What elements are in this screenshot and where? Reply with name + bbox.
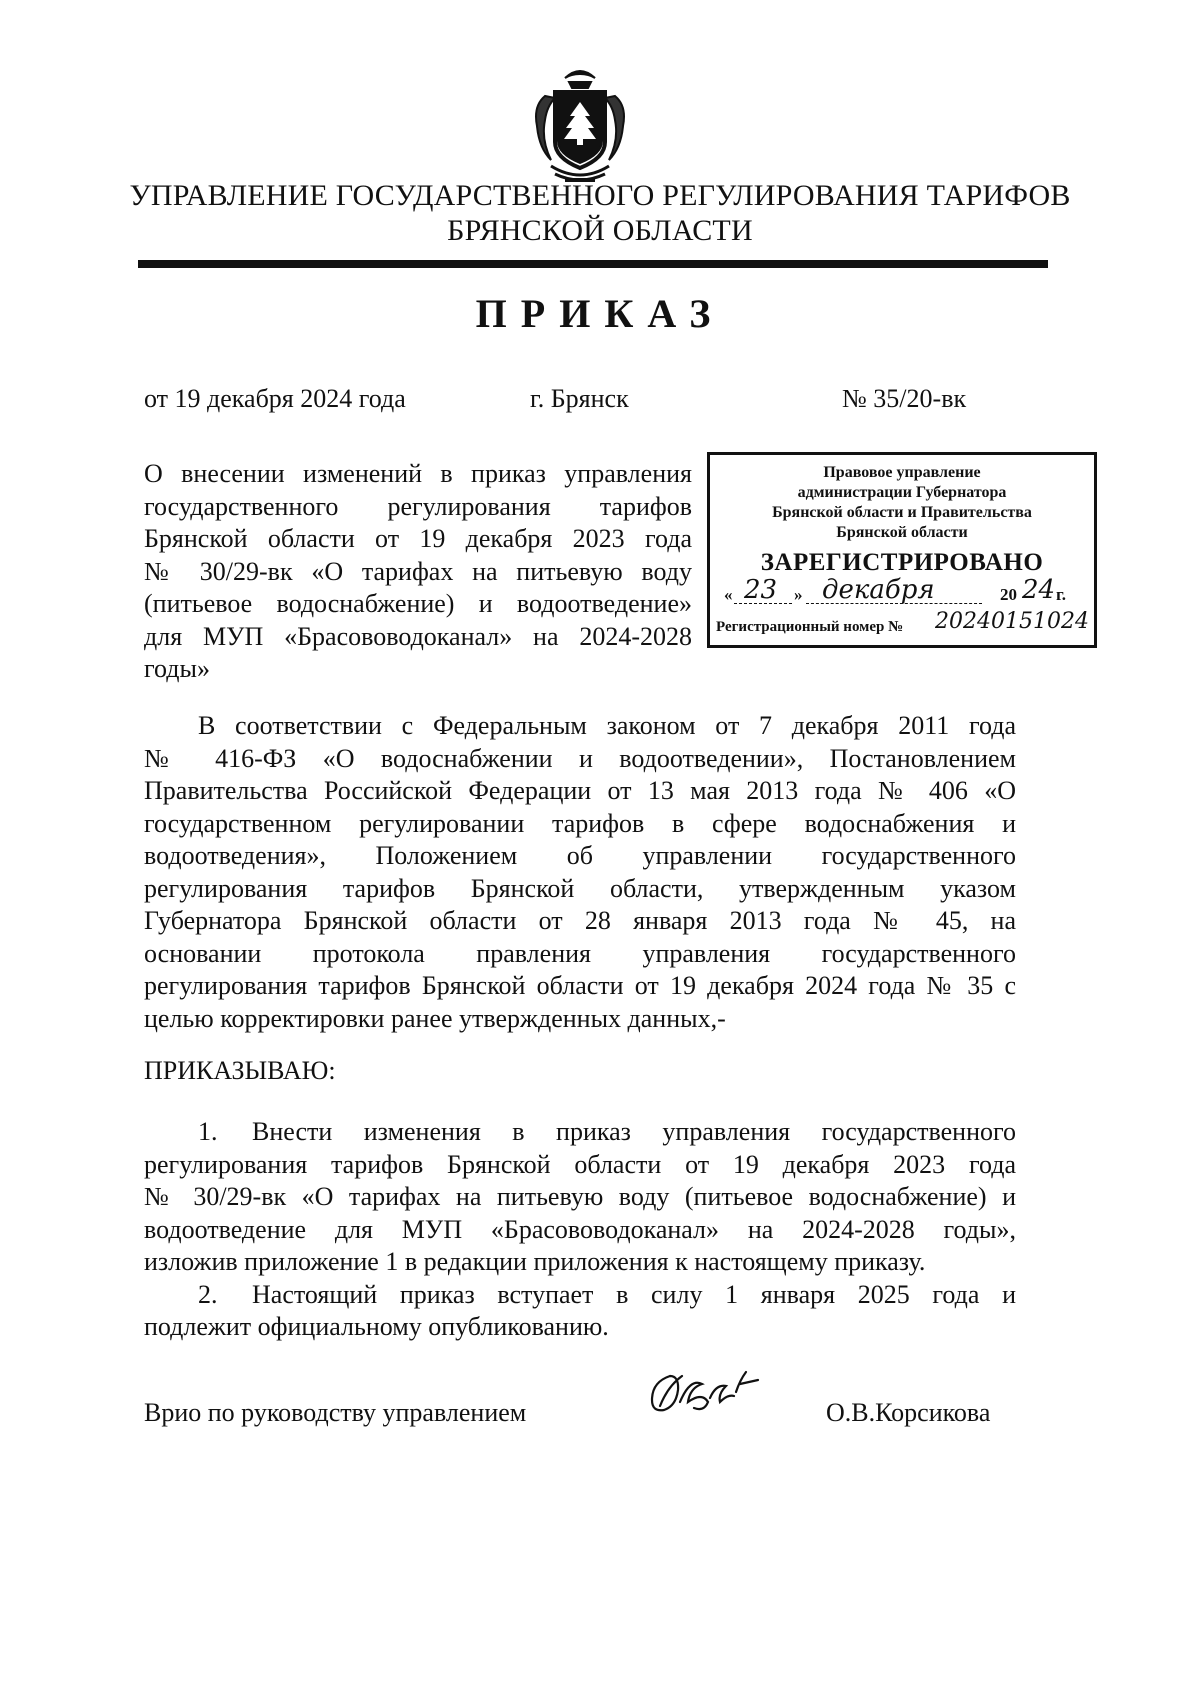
basis-line: государственном регулировании тарифов в сфере водоснабжения и <box>144 808 1016 838</box>
subject-line: годы» <box>144 654 210 683</box>
stamp-org-line: Правовое управление <box>823 464 981 481</box>
basis-line: Правительства Российской Федерации от 13 мая 2013 года № 406 «О <box>144 776 1016 805</box>
stamp-regno-label: Регистрационный номер № <box>716 619 904 635</box>
signatory-name: О.В.Корсикова <box>826 1398 991 1427</box>
organization-name <box>100 178 1100 248</box>
item1-line <box>144 1116 1016 1149</box>
stamp-registration-number <box>710 609 1094 639</box>
item2-text: Настоящий приказ вступает в силу 1 января 2025 года и <box>252 1279 1016 1309</box>
stamp-day: 23 <box>744 575 778 605</box>
bryansk-coat-of-arms-icon <box>525 62 635 188</box>
stamp-org-line: администрации Губернатора <box>797 484 1007 501</box>
document-number: № 35/20-вк <box>842 384 967 413</box>
order-keyword: ПРИКАЗЫВАЮ: <box>144 1056 336 1085</box>
subject-line: Брянской области от 19 декабря 2023 года <box>144 524 692 553</box>
subject-line: О внесении изменений в приказ управления <box>144 459 692 488</box>
subject-line: (питьевое водоснабжение) и водоотведение» <box>144 589 692 618</box>
stamp-org-line: Брянской области и Правительства <box>772 504 1032 521</box>
basis-line: основании протокола правления управления государственного <box>144 938 1016 968</box>
item1-line: изложив приложение 1 в редакции приложения к настоящему приказу. <box>144 1247 926 1276</box>
stamp-regno-value: 20240151024 <box>935 609 1089 634</box>
stamp-organization <box>710 463 1094 543</box>
document-title: ПРИКАЗ <box>475 291 725 336</box>
stamp-year-prefix: 20 <box>1000 585 1017 604</box>
basis-line: № 416-ФЗ «О водоснабжении и водоотведении», Постановлением <box>144 743 1016 773</box>
item1-line: № 30/29-вк «О тарифах на питьевую воду (питьевое водоснабжение) и <box>144 1182 1016 1211</box>
stamp-status: ЗАРЕГИСТРИРОВАНО <box>760 549 1044 576</box>
item2-number: 2. <box>198 1279 218 1309</box>
document-city: г. Брянск <box>530 384 629 413</box>
stamp-org-line: Брянской области <box>836 524 968 541</box>
item1-text: Внести изменения в приказ управления государственного <box>252 1117 1016 1146</box>
item1-number: 1. <box>198 1117 218 1146</box>
basis-line: регулирования тарифов Брянской области, утвержденным указом <box>144 873 1016 903</box>
header-divider <box>138 260 1048 268</box>
document-subject <box>144 458 692 686</box>
item1-line: регулирования тарифов Брянской области от 19 декабря 2023 года <box>144 1149 1016 1179</box>
organization-name-line2: БРЯНСКОЙ ОБЛАСТИ <box>447 214 753 247</box>
stamp-date: « 23 » декабря 20 24 г. <box>724 575 1067 605</box>
item2-line <box>144 1279 1016 1312</box>
stamp-month: декабря <box>822 575 935 605</box>
document-date: от 19 декабря 2024 года <box>144 384 406 413</box>
stamp-year-unit: г. <box>1056 585 1067 604</box>
item1-line: водоотведение для МУП «Брасововодоканал» на 2024-2028 годы», <box>144 1214 1016 1244</box>
basis-line: В соответствии с Федеральным законом от 7 декабря 2011 года <box>198 711 1016 740</box>
basis-line: регулирования тарифов Брянской области от 19 декабря 2024 года № 35 с <box>144 971 1016 1000</box>
signatory-position: Врио по руководству управлением <box>144 1398 527 1427</box>
basis-line: водоотведения», Положением об управлении государственного <box>144 841 1016 870</box>
legal-basis-paragraph <box>144 710 1016 1035</box>
stamp-year-suffix: 24 <box>1022 575 1056 605</box>
item2-line: подлежит официальному опубликованию. <box>144 1312 609 1341</box>
subject-line: государственного регулирования тарифов <box>144 491 692 521</box>
handwritten-signature-icon <box>640 1362 770 1442</box>
basis-line: целью корректировки ранее утвержденных данных,- <box>144 1003 726 1033</box>
subject-line: для МУП «Брасововодоканал» на 2024-2028 <box>144 621 692 651</box>
organization-name-line1: УПРАВЛЕНИЕ ГОСУДАРСТВЕННОГО РЕГУЛИРОВАНИЯ ТАРИФОВ <box>129 179 1071 212</box>
registration-stamp <box>707 452 1097 648</box>
order-items <box>144 1116 1016 1344</box>
basis-line: Губернатора Брянской области от 28 января 2013 года № 45, на <box>144 906 1016 935</box>
subject-line: № 30/29-вк «О тарифах на питьевую воду <box>144 556 692 586</box>
